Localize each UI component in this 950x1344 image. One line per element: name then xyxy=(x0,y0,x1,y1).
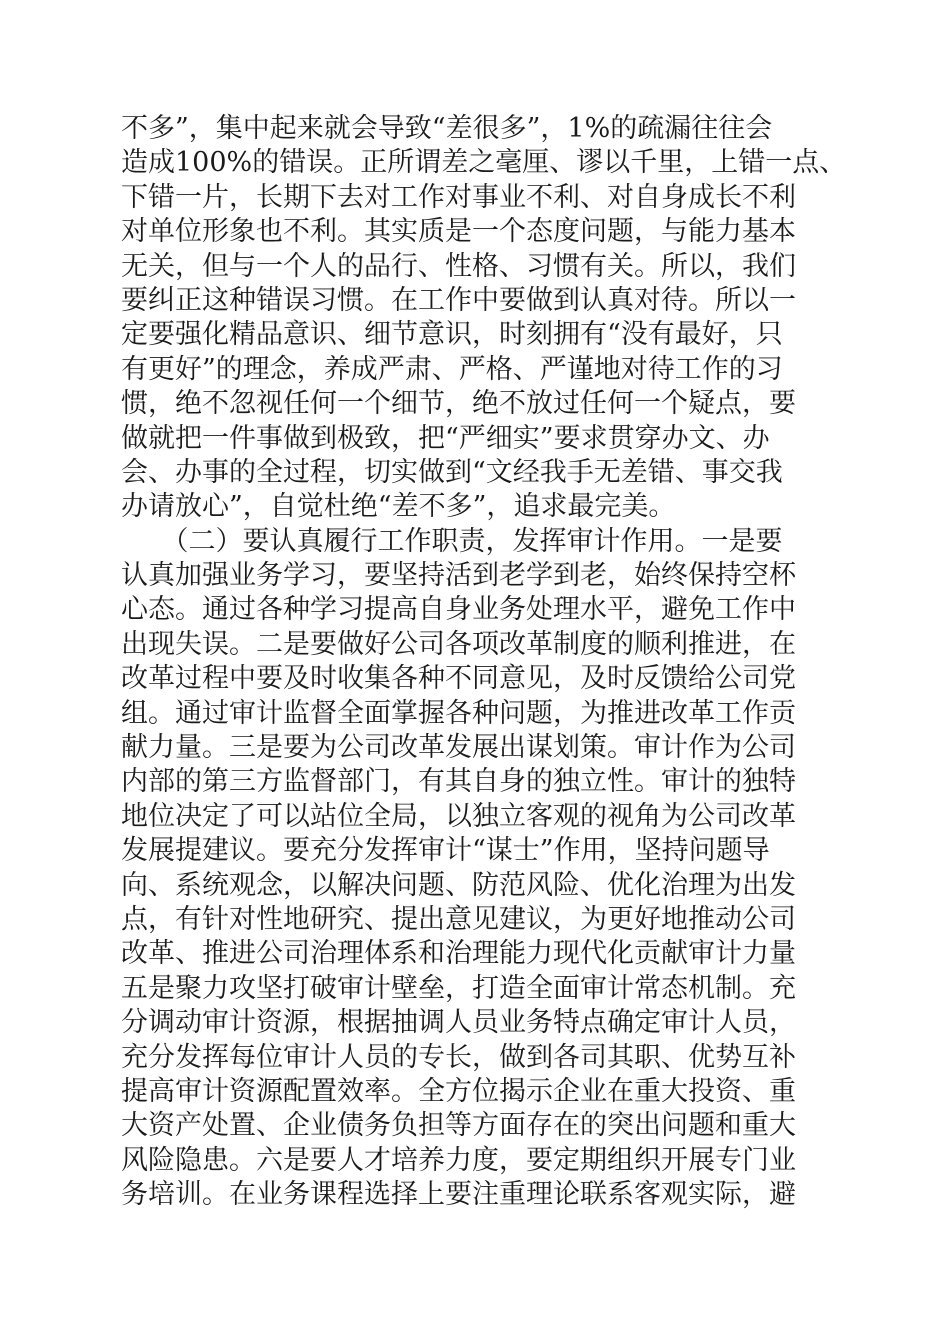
text-line: 发展提建议。要充分发挥审计“谋士”作用，坚持问题导 xyxy=(121,835,770,867)
text-line: 心态。通过各种学习提高自身业务处理水平，避免工作中 xyxy=(121,594,796,626)
paragraph-heading-line: （二）要认真履行工作职责，发挥审计作用。一是要 xyxy=(121,525,783,557)
text-line: 提高审计资源配置效率。全方位揭示企业在重大投资、重 xyxy=(121,1075,796,1107)
text-line: 组。通过审计监督全面掌握各种问题，为推进改革工作贡 xyxy=(121,697,796,729)
body-text xyxy=(121,112,847,1213)
text-line: 定要强化精品意识、细节意识，时刻拥有“没有最好，只 xyxy=(121,319,783,351)
text-line: 分调动审计资源，根据抽调人员业务特点确定审计人员， xyxy=(121,1007,796,1039)
text-line: 不多”，集中起来就会导致“差很多”，1%的疏漏往往会 xyxy=(121,113,773,144)
text-line: 办请放心”，自觉杜绝“差不多”，追求最完美。 xyxy=(121,491,676,523)
text-line: 内部的第三方监督部门，有其自身的独立性。审计的独特 xyxy=(121,766,796,798)
text-line: 会、办事的全过程，切实做到“文经我手无差错、事交我 xyxy=(121,456,783,488)
text-line: 风险隐患。六是要人才培养力度，要定期组织开展专门业 xyxy=(121,1144,796,1176)
text-line: 对单位形象也不利。其实质是一个态度问题，与能力基本 xyxy=(121,216,796,248)
text-line: 改革、推进公司治理体系和治理能力现代化贡献审计力量 xyxy=(121,938,796,970)
text-line: 下错一片，长期下去对工作对事业不利、对自身成长不利 xyxy=(121,181,796,213)
text-line: 五是聚力攻坚打破审计壁垒，打造全面审计常态机制。充 xyxy=(121,972,796,1004)
text-line: 向、系统观念，以解决问题、防范风险、优化治理为出发 xyxy=(121,869,796,901)
text-line: 充分发挥每位审计人员的专长，做到各司其职、优势互补 xyxy=(121,1041,796,1073)
text-line: 务培训。在业务课程选择上要注重理论联系客观实际，避 xyxy=(121,1179,796,1211)
text-line: 点，有针对性地研究、提出意见建议，为更好地推动公司 xyxy=(121,903,796,935)
text-line: 做就把一件事做到极致，把“严细实”要求贯穿办文、办 xyxy=(121,422,770,454)
text-line: 大资产处置、企业债务负担等方面存在的突出问题和重大 xyxy=(121,1110,796,1142)
text-line: 无关，但与一个人的品行、性格、习惯有关。所以，我们 xyxy=(121,250,796,282)
text-line: 认真加强业务学习，要坚持活到老学到老，始终保持空杯 xyxy=(121,560,796,592)
text-line: 改革过程中要及时收集各种不同意见，及时反馈给公司党 xyxy=(121,663,796,695)
text-line: 地位决定了可以站位全局，以独立客观的视角为公司改革 xyxy=(121,800,796,832)
text-line: 献力量。三是要为公司改革发展出谋划策。审计作为公司 xyxy=(121,732,796,764)
text-line: 惯，绝不忽视任何一个细节，绝不放过任何一个疑点，要 xyxy=(121,388,796,420)
text-line: 出现失误。二是要做好公司各项改革制度的顺利推进，在 xyxy=(121,628,796,660)
text-line: 要纠正这种错误习惯。在工作中要做到认真对待。所以一 xyxy=(121,284,796,316)
text-line: 造成100%的错误。正所谓差之毫厘、谬以千里，上错一点、 xyxy=(121,147,847,179)
text-line: 有更好”的理念，养成严肃、严格、严谨地对待工作的习 xyxy=(121,353,783,385)
